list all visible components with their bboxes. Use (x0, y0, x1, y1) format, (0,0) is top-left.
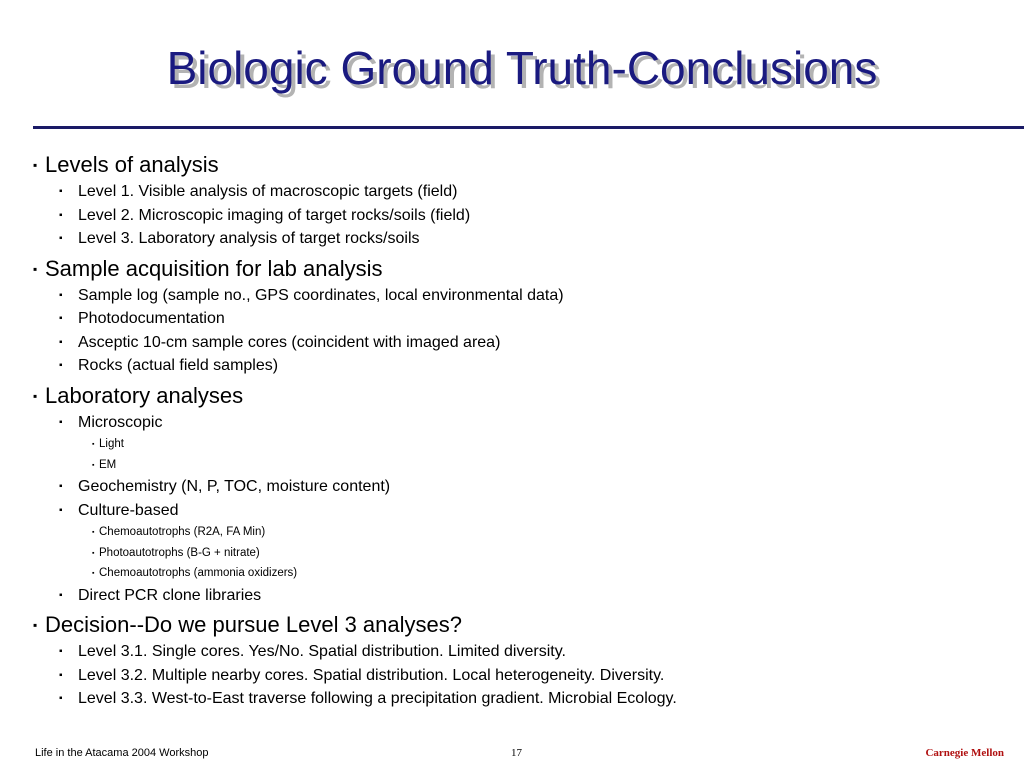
section-heading-text: Levels of analysis (45, 152, 219, 177)
bullet-icon: ▪ (33, 261, 38, 276)
footer-institution: Carnegie Mellon (925, 747, 1004, 759)
section-heading (33, 612, 1013, 641)
bullet-icon: ▪ (59, 233, 63, 244)
bullet-item-text: Rocks (actual field samples) (78, 357, 279, 374)
bullet-item-text: Level 3. Laboratory analysis of target rocks/soils (78, 230, 420, 247)
sub-bullet-item (33, 456, 1013, 477)
bullet-item (33, 665, 1013, 689)
bullet-item (33, 285, 1013, 309)
bullet-item (33, 412, 1013, 436)
bullet-item (33, 355, 1013, 379)
sub-bullet-item-text: Chemoautotrophs (R2A, FA Min) (99, 526, 266, 538)
bullet-icon: ▪ (59, 336, 63, 348)
page-number: 17 (511, 747, 522, 759)
bullet-icon: ▪ (59, 360, 63, 371)
sub-bullet-item-text: Light (99, 438, 124, 450)
bullet-item (33, 308, 1013, 332)
bullet-item-text: Level 2. Microscopic imaging of target rocks/soils (field) (78, 206, 471, 224)
bullet-icon: ▪ (59, 504, 63, 516)
bullet-icon: ▪ (59, 186, 63, 197)
sub-bullet-item (33, 544, 1013, 565)
slide-content (33, 152, 1013, 712)
bullet-icon: ▪ (59, 589, 63, 601)
sub-bullet-item (33, 523, 1013, 544)
sub-bullet-item (33, 435, 1013, 456)
bullet-icon: ▪ (92, 441, 95, 448)
section-heading-text: Decision--Do we pursue Level 3 analyses? (45, 612, 462, 637)
bullet-icon: ▪ (92, 570, 95, 577)
bullet-item-text: Sample log (sample no., GPS coordinates, local environmental data) (78, 286, 564, 304)
title-divider (33, 126, 1024, 129)
bullet-item (33, 688, 1013, 712)
bullet-item-text: Photodocumentation (78, 310, 225, 327)
bullet-icon: ▪ (59, 416, 63, 428)
bullet-item-text: Geochemistry (N, P, TOC, moisture content) (78, 478, 391, 495)
bullet-icon: ▪ (33, 388, 38, 403)
bullet-item (33, 585, 1013, 609)
section-heading-text: Sample acquisition for lab analysis (45, 255, 383, 281)
bullet-icon: ▪ (33, 618, 38, 632)
sub-bullet-item-text: Chemoautotrophs (ammonia oxidizers) (99, 567, 298, 579)
bullet-icon: ▪ (33, 158, 38, 172)
bullet-item-text: Level 3.2. Multiple nearby cores. Spatial distribution. Local heterogeneity. Diversity. (78, 666, 665, 684)
bullet-item (33, 500, 1013, 524)
bullet-item (33, 228, 1013, 252)
bullet-icon: ▪ (59, 669, 63, 681)
bullet-item (33, 476, 1013, 500)
bullet-icon: ▪ (59, 481, 63, 492)
section-heading-text: Laboratory analyses (45, 382, 244, 408)
section-heading (33, 383, 1013, 412)
bullet-icon: ▪ (59, 646, 63, 657)
sub-bullet-item-text: Photoautotrophs (B-G + nitrate) (99, 546, 260, 559)
footer-workshop-name: Life in the Atacama 2004 Workshop (35, 747, 209, 759)
section-heading (33, 152, 1013, 181)
bullet-item-text: Asceptic 10-cm sample cores (coincident with imaged area) (78, 333, 501, 351)
bullet-item-text: Culture-based (78, 501, 179, 519)
bullet-item-text: Level 3.1. Single cores. Yes/No. Spatial distribution. Limited diversity. (78, 643, 566, 660)
bullet-item (33, 332, 1013, 356)
sub-bullet-item-text: EM (99, 458, 117, 471)
bullet-item-text: Level 3.3. West-to-East traverse following a precipitation gradient. Microbial Ecology. (78, 690, 677, 707)
bullet-item-text: Level 1. Visible analysis of macroscopic targets (field) (78, 183, 458, 200)
bullet-item-text: Microscopic (78, 413, 163, 431)
slide-title: Biologic Ground Truth-Conclusions (166, 42, 878, 94)
bullet-item-text: Direct PCR clone libraries (78, 586, 262, 604)
bullet-item (33, 181, 1013, 205)
sub-bullet-item (33, 564, 1013, 585)
bullet-icon: ▪ (59, 313, 63, 324)
bullet-icon: ▪ (59, 289, 63, 301)
bullet-icon: ▪ (92, 461, 95, 469)
bullet-icon: ▪ (92, 549, 95, 557)
bullet-item (33, 641, 1013, 665)
bullet-icon: ▪ (59, 693, 63, 704)
bullet-icon: ▪ (92, 529, 95, 536)
bullet-icon: ▪ (59, 209, 63, 221)
bullet-item (33, 205, 1013, 229)
section-heading (33, 256, 1013, 285)
